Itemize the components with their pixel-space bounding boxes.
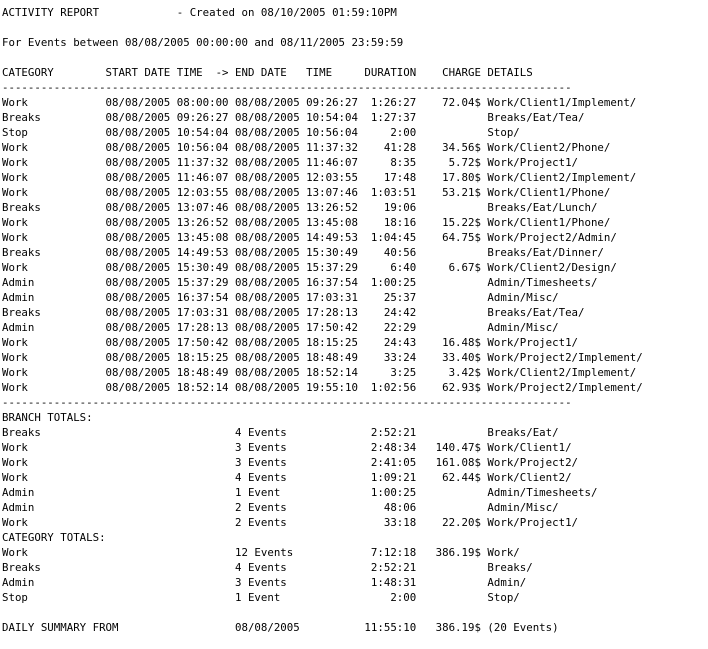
report-line: Work 12 Events 7:12:18 386.19$ Work/ bbox=[2, 546, 520, 559]
daily-summary-line: DAILY SUMMARY FROM 08/08/2005 11:55:10 386.19$ (20 Events) bbox=[2, 621, 559, 634]
report-line: Work 3 Events 2:48:34 140.47$ Work/Client1/ bbox=[2, 441, 572, 454]
report-line: Breaks 08/08/2005 09:26:27 08/08/2005 10:54:04 1:27:37 Breaks/Eat/Tea/ bbox=[2, 111, 585, 124]
report-line: Admin 08/08/2005 17:28:13 08/08/2005 17:50:42 22:29 Admin/Misc/ bbox=[2, 321, 559, 334]
report-line: Work 3 Events 2:41:05 161.08$ Work/Project2/ bbox=[2, 456, 579, 469]
report-date-range: For Events between 08/08/2005 00:00:00 and 08/11/2005 23:59:59 bbox=[2, 36, 404, 49]
report-line: Work 08/08/2005 11:37:32 08/08/2005 11:46:07 8:35 5.72$ Work/Project1/ bbox=[2, 156, 579, 169]
report-line: Breaks 08/08/2005 17:03:31 08/08/2005 17:28:13 24:42 Breaks/Eat/Tea/ bbox=[2, 306, 585, 319]
report-line: Stop 1 Event 2:00 Stop/ bbox=[2, 591, 520, 604]
report-line: Work 08/08/2005 08:00:00 08/08/2005 09:26:27 1:26:27 72.04$ Work/Client1/Implement/ bbox=[2, 96, 637, 109]
report-line: Breaks 4 Events 2:52:21 Breaks/ bbox=[2, 561, 533, 574]
report-line: Admin 1 Event 1:00:25 Admin/Timesheets/ bbox=[2, 486, 598, 499]
category-totals-heading: CATEGORY TOTALS: bbox=[2, 531, 106, 544]
report-line: Work 08/08/2005 12:03:55 08/08/2005 13:07:46 1:03:51 53.21$ Work/Client1/Phone/ bbox=[2, 186, 611, 199]
report-line: Breaks 08/08/2005 14:49:53 08/08/2005 15:30:49 40:56 Breaks/Eat/Dinner/ bbox=[2, 246, 604, 259]
report-line: Admin 08/08/2005 15:37:29 08/08/2005 16:37:54 1:00:25 Admin/Timesheets/ bbox=[2, 276, 598, 289]
report-line: Work 4 Events 1:09:21 62.44$ Work/Client2/ bbox=[2, 471, 572, 484]
report-line: Admin 3 Events 1:48:31 Admin/ bbox=[2, 576, 527, 589]
report-line: Breaks 08/08/2005 13:07:46 08/08/2005 13:26:52 19:06 Breaks/Eat/Lunch/ bbox=[2, 201, 598, 214]
report-line: Admin 08/08/2005 16:37:54 08/08/2005 17:03:31 25:37 Admin/Misc/ bbox=[2, 291, 559, 304]
report-line: Work 08/08/2005 18:52:14 08/08/2005 19:55:10 1:02:56 62.93$ Work/Project2/Implement/ bbox=[2, 381, 643, 394]
report-line: Stop 08/08/2005 10:54:04 08/08/2005 10:56:04 2:00 Stop/ bbox=[2, 126, 520, 139]
blank-line bbox=[2, 20, 643, 35]
report-line: Work 08/08/2005 13:26:52 08/08/2005 13:45:08 18:16 15.22$ Work/Client1/Phone/ bbox=[2, 216, 611, 229]
separator-line: ---------------------------------------------------------------------------------------- bbox=[2, 81, 572, 94]
blank-line bbox=[2, 50, 643, 65]
report-line: Work 08/08/2005 15:30:49 08/08/2005 15:37:29 6:40 6.67$ Work/Client2/Design/ bbox=[2, 261, 617, 274]
separator-line: ---------------------------------------------------------------------------------------- bbox=[2, 396, 572, 409]
activity-report bbox=[2, 5, 643, 635]
report-line: Work 08/08/2005 10:56:04 08/08/2005 11:37:32 41:28 34.56$ Work/Client2/Phone/ bbox=[2, 141, 611, 154]
report-line: Work 08/08/2005 11:46:07 08/08/2005 12:03:55 17:48 17.80$ Work/Client2/Implement/ bbox=[2, 171, 637, 184]
report-line: Work 08/08/2005 13:45:08 08/08/2005 14:49:53 1:04:45 64.75$ Work/Project2/Admin/ bbox=[2, 231, 617, 244]
report-line: Breaks 4 Events 2:52:21 Breaks/Eat/ bbox=[2, 426, 559, 439]
report-line: Work 08/08/2005 18:15:25 08/08/2005 18:48:49 33:24 33.40$ Work/Project2/Implement/ bbox=[2, 351, 643, 364]
branch-totals-heading: BRANCH TOTALS: bbox=[2, 411, 93, 424]
report-title: ACTIVITY REPORT - Created on 08/10/2005 01:59:10PM bbox=[2, 6, 397, 19]
report-line: Work 08/08/2005 17:50:42 08/08/2005 18:15:25 24:43 16.48$ Work/Project1/ bbox=[2, 336, 579, 349]
blank-line bbox=[2, 605, 643, 620]
report-line: Admin 2 Events 48:06 Admin/Misc/ bbox=[2, 501, 559, 514]
report-line: Work 2 Events 33:18 22.20$ Work/Project1/ bbox=[2, 516, 579, 529]
column-header-row: CATEGORY START DATE TIME -> END DATE TIME DURATION CHARGE DETAILS bbox=[2, 66, 533, 79]
report-line: Work 08/08/2005 18:48:49 08/08/2005 18:52:14 3:25 3.42$ Work/Client2/Implement/ bbox=[2, 366, 637, 379]
